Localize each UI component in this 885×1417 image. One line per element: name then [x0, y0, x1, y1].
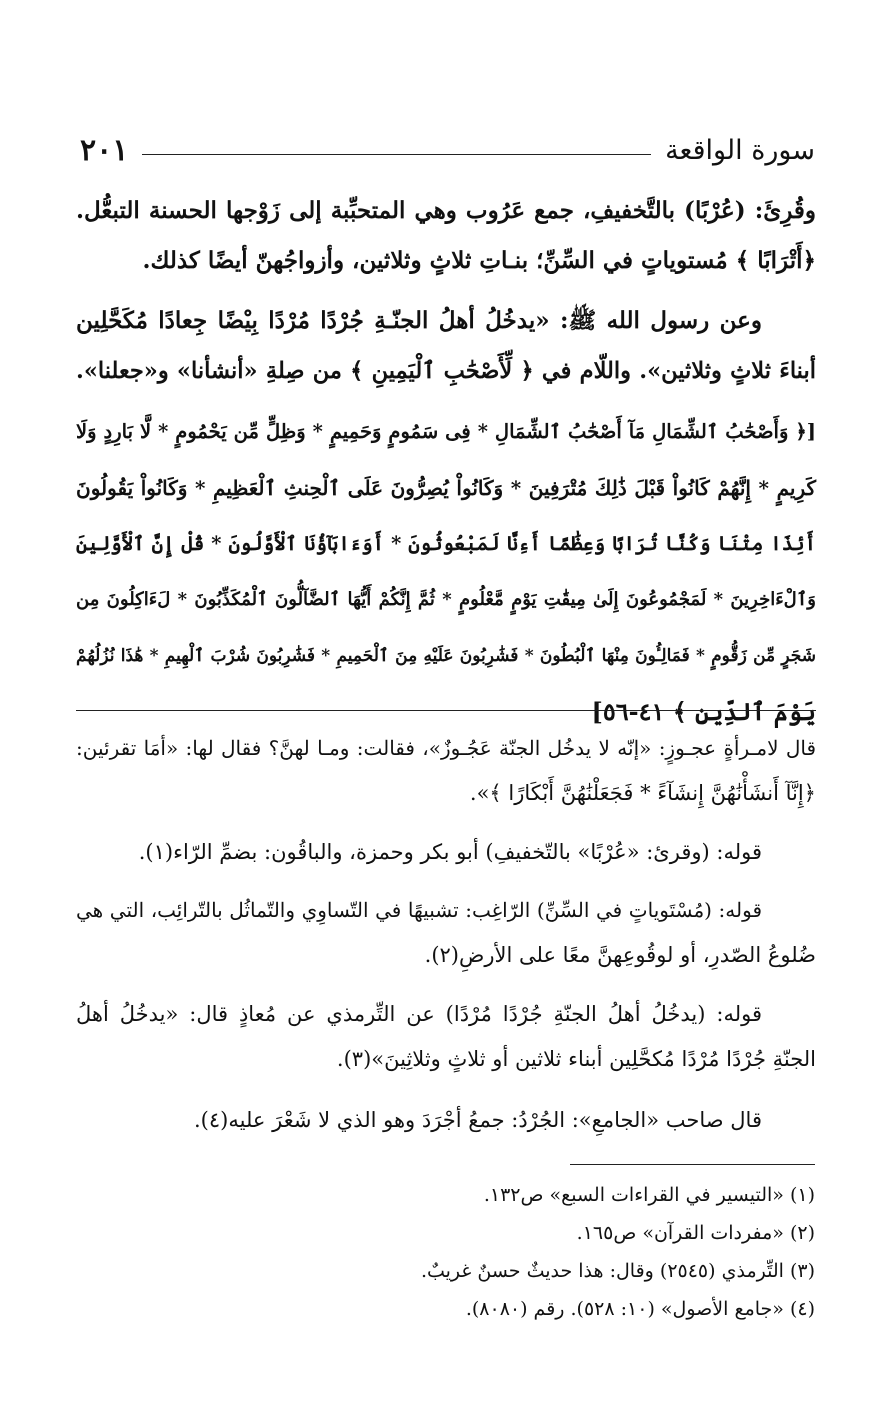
- header-rule: [142, 154, 651, 155]
- text-line: قوله: (مُسْتَوياتٍ في السِّنِّ) الرّاغِب: تشبيهًا في التّساوِي والتّماثُل بالتّرائِب، التي هي: [76, 898, 762, 922]
- verse-line: [﴿ وَأَصْحَٰبُ ٱلشِّمَالِ مَآ أَصْحَٰبُ ٱلشِّمَالِ * فِى سَمُومٍ وَحَمِيمٍ * وَظِلٍّ مِّن يَحْمُومٍ * لَّا بَارِدٍ وَلَا: [76, 420, 816, 443]
- running-header: [80, 128, 815, 172]
- section-divider: [76, 710, 816, 711]
- footnote-rule: [570, 1164, 815, 1165]
- text-line: قوله: (وقرئ: «عُرْبًا» بالتّخفيفِ) أبو بكر وحمزة، والباقُون: بضمِّ الرّاء(١).: [138, 840, 762, 864]
- main-paragraph-1: [76, 186, 816, 286]
- footnotes: [180, 1176, 815, 1328]
- footnote-2: (٢) «مفردات القرآن» ص١٦٥.: [576, 1222, 815, 1244]
- text-line: أبناءَ ثلاثٍ وثلاثين». واللّام في ﴿ لِّأَصْحَٰبِ ٱلْيَمِينِ ﴾ من صِلةِ «أنشأنا» و«جعلنا».: [76, 358, 816, 384]
- commentary-paragraph-5: [76, 1098, 816, 1143]
- text-line: وعن رسول الله ﷺ: «يدخُلُ أهلُ الجنّـةِ جُرْدًا مُرْدًا بِيْضًا جِعادًا مُكَحَّلِين: [76, 307, 762, 334]
- text-line: وقُرِئَ: (عُرْبًا) بالتَّخفيفِ، جمع عَرُوب وهي المتحبِّبة إلى زَوْجها الحسنة التبعُّل.: [76, 197, 816, 224]
- commentary-paragraph-1: [76, 726, 816, 816]
- verse-line: كَرِيمٍ * إِنَّهُمْ كَانُواْ قَبْلَ ذَٰلِكَ مُتْرَفِينَ * وَكَانُواْ يُصِرُّونَ عَلَى ٱلْحِنثِ ٱلْعَظِيمِ * وَكَانُواْ يَقُولُونَ: [76, 476, 816, 500]
- commentary-paragraph-3: [76, 888, 816, 978]
- commentary-paragraph-2: [76, 830, 816, 875]
- main-paragraph-2: [76, 296, 816, 396]
- verse-line: وَٱلْءَاخِرِينَ * لَمَجْمُوعُونَ إِلَىٰ مِيقَٰتِ يَوْمٍ مَّعْلُومٍ * ثُمَّ إِنَّكُمْ أَيُّهَا ٱلضَّآلُّونَ ٱلْمُكَذِّبُونَ * لَءَاكِلُونَ مِن: [76, 589, 816, 610]
- verse-line: أَئِذَا مِتْنَا وَكُنَّا تُرَابًا وَعِظَٰمًا أَءِنَّا لَمَبْعُوثُونَ * أَوَءَابَآؤُنَا ٱلْأَوَّلُونَ * قُلْ إِنَّ ٱلْأَوَّلِينَ: [76, 532, 816, 555]
- text-line: قال صاحب «الجامعِ»: الجُرْدُ: جمعُ أجْرَدَ وهو الذي لا شَعْرَ عليه(٤).: [194, 1108, 762, 1132]
- text-line: الجنّةِ جُرْدًا مُرْدًا مُكحَّلِين أبناء ثلاثين أو ثلاثٍ وثلاثِينَ»(٣).: [336, 1047, 816, 1071]
- footnote-3: (٣) التِّرمذي (٢٥٤٥) وقال: هذا حديثٌ حسنٌ غريبٌ.: [420, 1260, 815, 1282]
- text-line: قوله: (يدخُلُ أهلُ الجنّةِ جُرْدًا مُرْدًا) عن التِّرمذي عن مُعاذٍ قال: «يدخُلُ أهلُ: [76, 1002, 762, 1026]
- verse-line: يَوْمَ ٱلدِّينِ ﴾ ٤١-٥٦]: [591, 697, 816, 726]
- footnote-1: (١) «التيسير في القراءات السبع» ص١٣٢.: [483, 1184, 815, 1206]
- text-line: قال لامـرأةٍ عجـوزٍ: «إنّه لا يدخُل الجنّة عَجُـوزٌ»، فقالت: ومـا لهنَّ؟ فقال لها: «أمَا تقرئين:: [76, 736, 816, 760]
- verse-line: شَجَرٍ مِّن زَقُّومٍ * فَمَالِـُٔونَ مِنْهَا ٱلْبُطُونَ * فَشَٰرِبُونَ عَلَيْهِ مِنَ ٱلْحَمِيمِ * فَشَٰرِبُونَ شُرْبَ ٱلْهِيمِ * هَٰذَا نُزُلُهُمْ: [76, 646, 816, 666]
- surah-name: سورة الواقعة: [665, 134, 815, 166]
- text-line: ﴿أَتْرَابًا ﴾ مُستوياتٍ في السِّنِّ؛ بنـاتِ ثلاثٍ وثلاثين، وأزواجُهنّ أيضًا كذلك.: [142, 247, 816, 274]
- page-number: ٢٠١: [80, 132, 129, 168]
- quran-verses-block: [76, 404, 816, 740]
- text-line: ضُلوعُ الصّدرِ، أو لوقُوعِهنَّ معًا على الأرضِ(٢).: [424, 943, 816, 967]
- commentary-paragraph-4: [76, 992, 816, 1082]
- text-line: ﴿إِنَّآ أَنشَأْنَٰهُنَّ إِنشَآءً * فَجَعَلْنَٰهُنَّ أَبْكَارًا ﴾».: [469, 781, 816, 805]
- footnote-4: (٤) «جامع الأصول» (١٠: ٥٢٨). رقم (٨٠٨٠).: [465, 1298, 815, 1320]
